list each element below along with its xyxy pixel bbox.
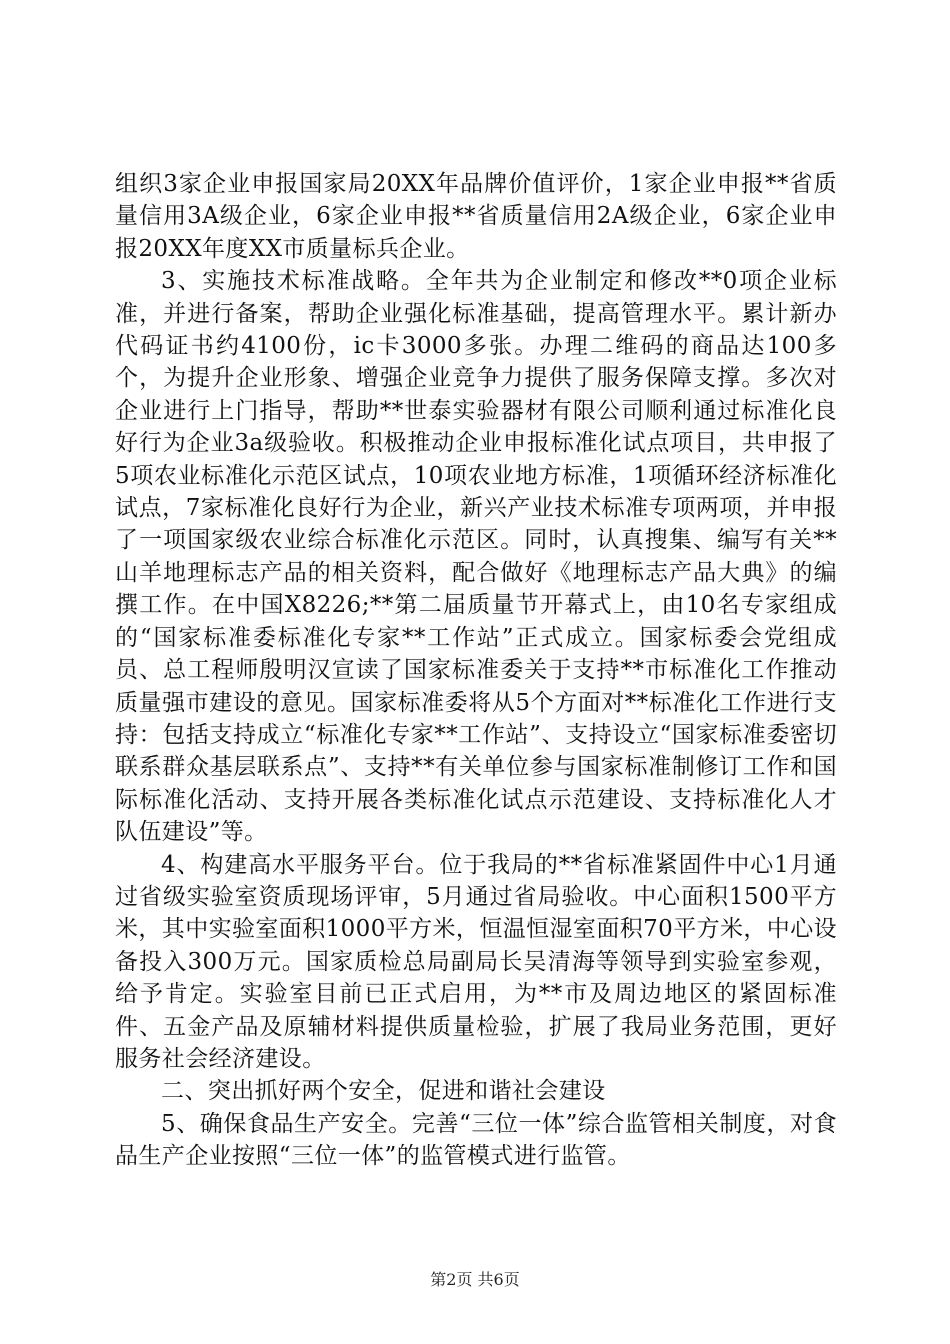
- document-body: [115, 168, 837, 1173]
- paragraph-5: 5、确保食品生产安全。完善“三位一体”综合监管相关制度，对食品生产企业按照“三位一体”的监管模式进行监管。: [115, 1110, 837, 1170]
- paragraph-2: 3、实施技术标准战略。全年共为企业制定和修改**0项企业标准，并进行备案，帮助企业强化标准基础，提高管理水平。累计新办代码证书约4100份，ic卡3000多张。办理二维码的商品达100多个，为提升企业形象、增强企业竞争力提供了服务保障支撑。多次对企业进行上门指导，帮助**世泰实验器材有限公司顺利通过标准化良好行为企业3a级验收。积极推动企业申报标准化试点项目，共申报了5项农业标准化示范区试点，10项农业地方标准，1项循环经济标准化试点，7家标准化良好行为企业，新兴产业技术标准专项两项，并申报了一项国家级农业综合标准化示范区。同时，认真搜集、编写有关**山羊地理标志产品的相关资料，配合做好《地理标志产品大典》的编撰工作。在中国X8226;**第二届质量节开幕式上，由10名专家组成的“国家标准委标准化专家**工作站”正式成立。国家标委会党组成员、总工程师殷明汉宣读了国家标准委关于支持**市标准化工作推动质量强市建设的意见。国家标准委将从5个方面对**标准化工作进行支持：包括支持成立“标准化专家**工作站”、支持设立“国家标准委密切联系群众基层联系点”、支持**有关单位参与国家标准制修订工作和国际标准化活动、支持开展各类标准化试点示范建设、支持标准化人才队伍建设”等。: [115, 268, 837, 846]
- page-number: 第2页 共6页: [430, 1270, 520, 1289]
- section-heading: 二、突出抓好两个安全，促进和谐社会建设: [161, 1078, 606, 1105]
- paragraph-1: 组织3家企业申报国家局20XX年品牌价值评价，1家企业申报**省质量信用3A级企业，6家企业申报**省质量信用2A级企业，6家企业申报20XX年度XX市质量标兵企业。: [115, 171, 837, 262]
- paragraph-3: 4、构建高水平服务平台。位于我局的**省标准紧固件中心1月通过省级实验室资质现场评审，5月通过省局验收。中心面积1500平方米，其中实验室面积1000平方米，恒温恒湿室面积70平方米，中心设备投入300万元。国家质检总局副局长吴清海等领导到实验室参观，给予肯定。实验室目前已正式启用，为**市及周边地区的紧固标准件、五金产品及原辅材料提供质量检验，扩展了我局业务范围，更好服务社会经济建设。: [115, 851, 837, 1072]
